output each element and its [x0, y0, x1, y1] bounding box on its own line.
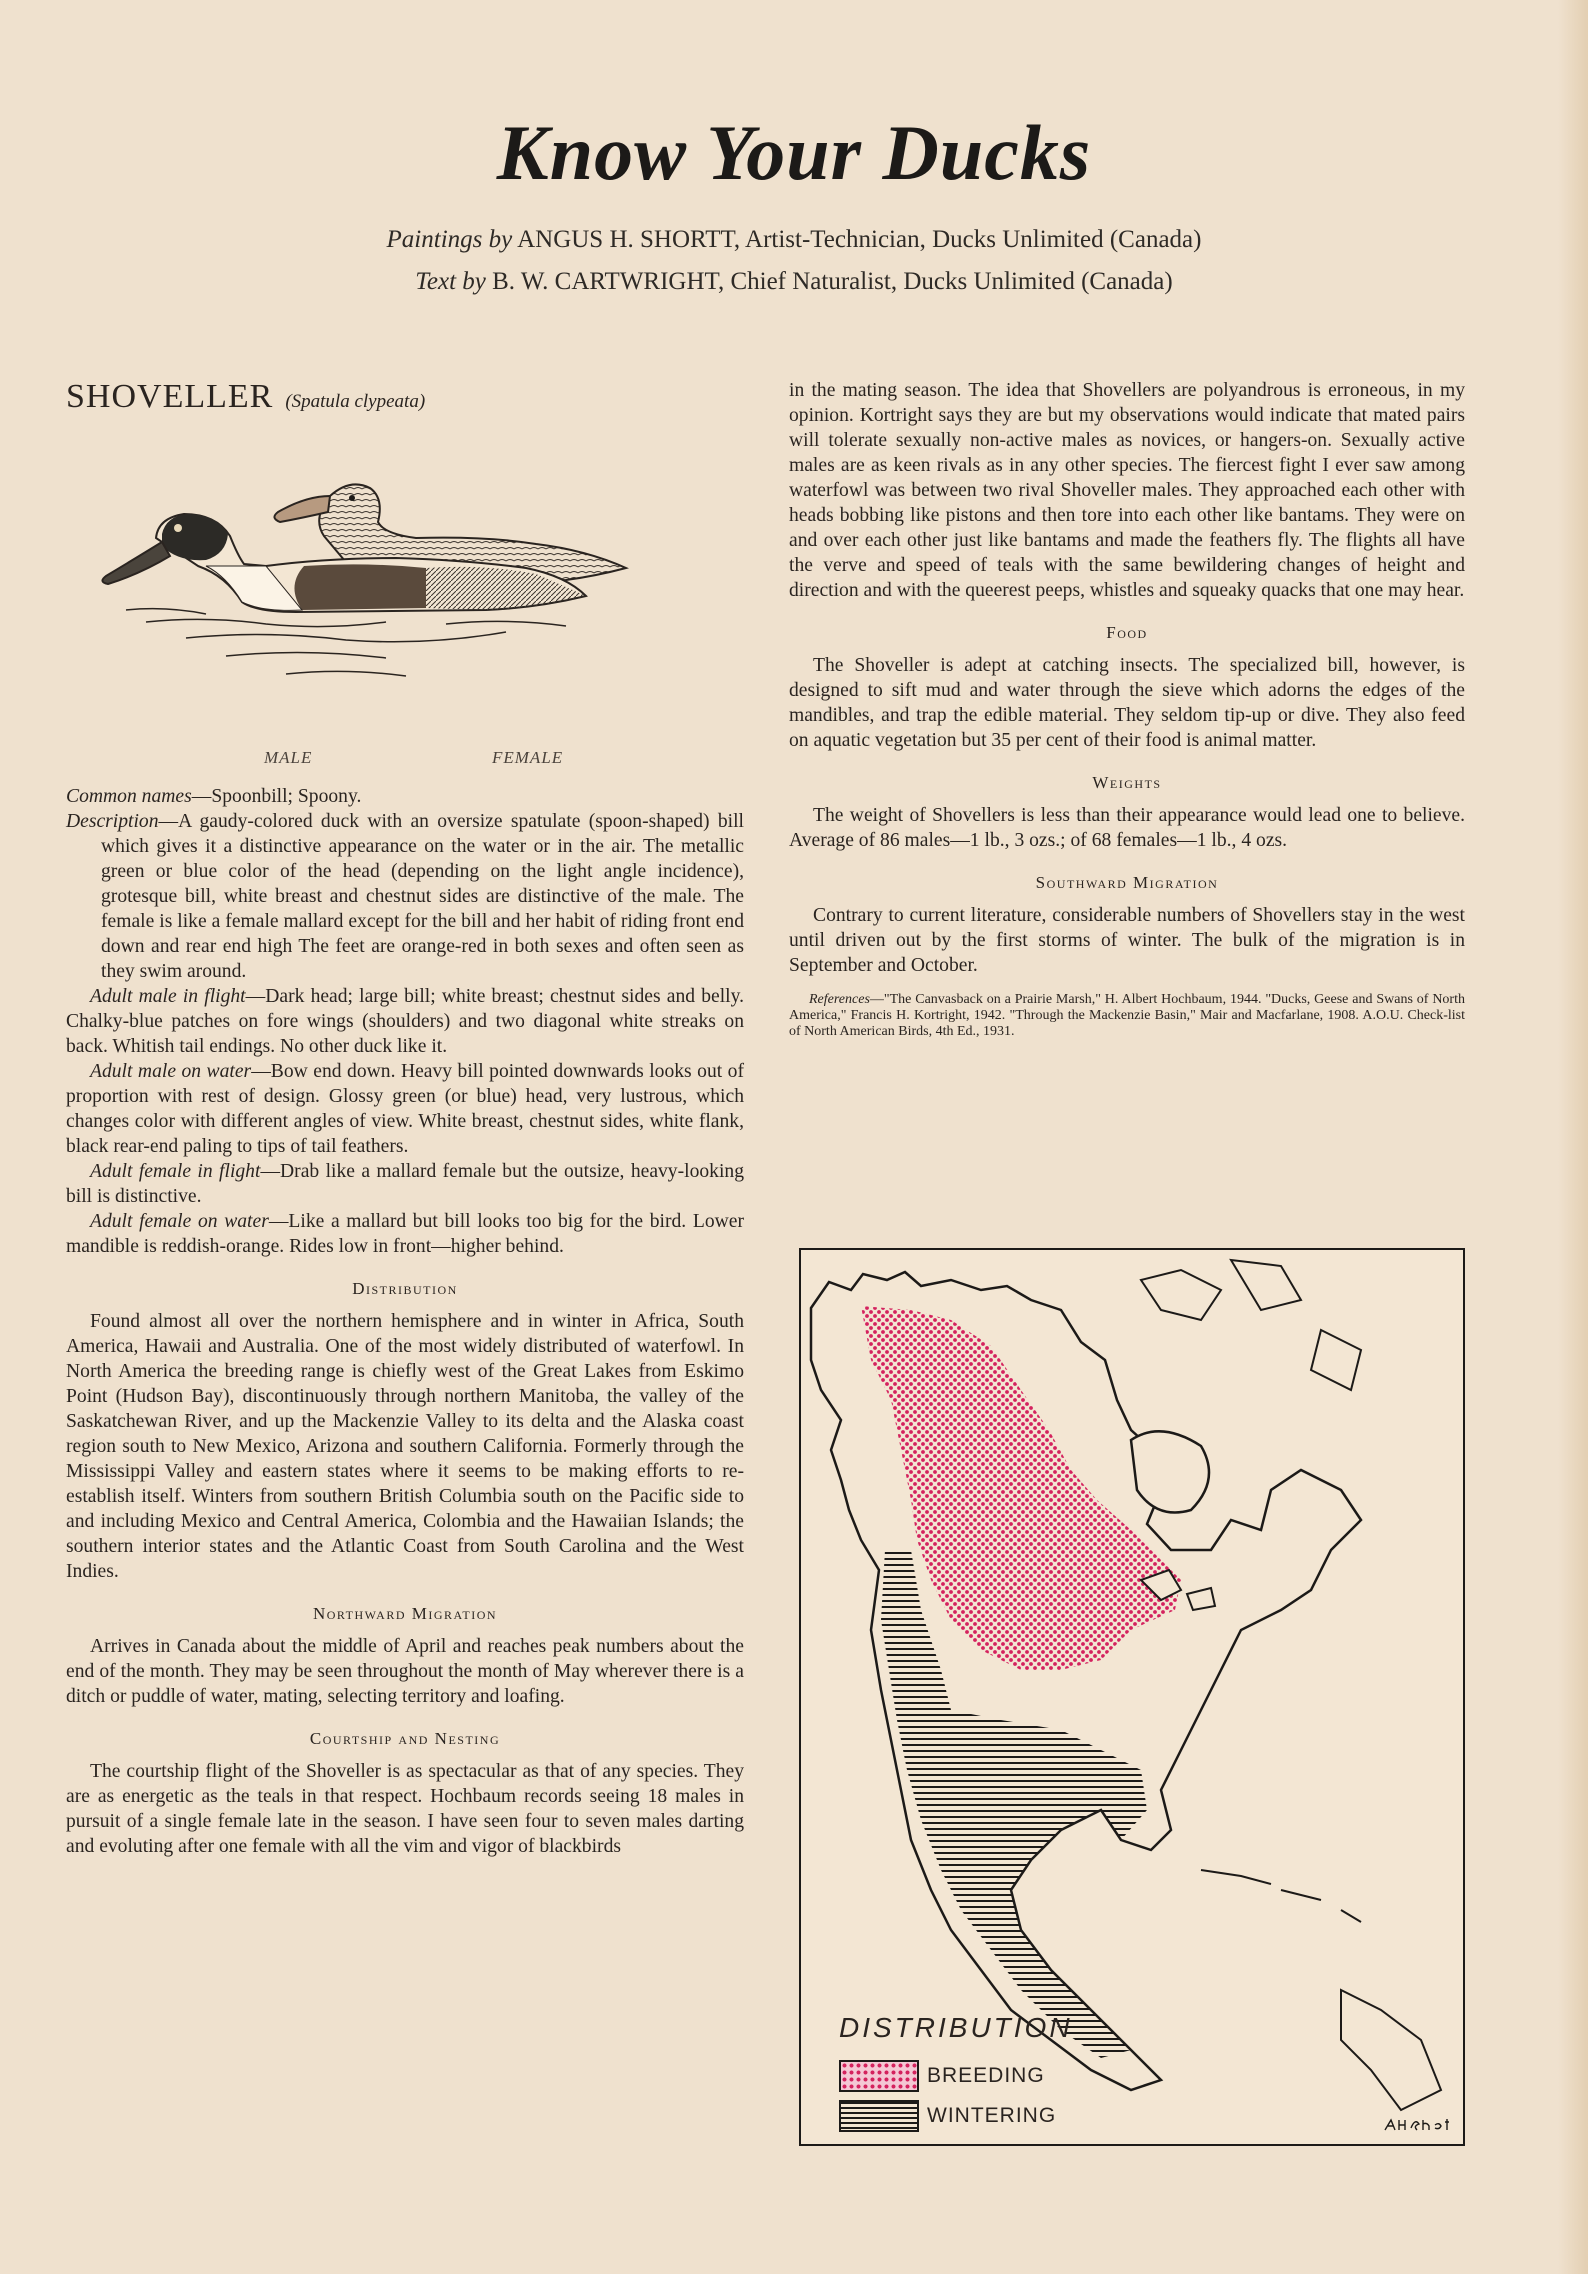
- paintings-credit: [0, 226, 1588, 254]
- male-label: MALE: [264, 748, 313, 767]
- paintings-credit-text: ANGUS H. SHORTT, Artist-Technician, Ducks Unlimited (Canada): [517, 226, 1202, 253]
- text-prefix: Text by: [415, 268, 486, 295]
- description-entry: [66, 809, 744, 984]
- distribution-map: [799, 1248, 1465, 2146]
- southward-migration-heading: Southward Migration: [1035, 873, 1219, 892]
- adult-female-flight-label: Adult female in flight: [90, 1161, 261, 1182]
- adult-male-water-entry: [66, 1059, 744, 1159]
- food-text: The Shoveller is adept at catching insects. The specialized bill, however, is designed to sift mud and water through the sieve which adorns the edges of the mandibles, and trap the edible material. They seldom tip-up or dive. They also feed on aquatic vegetation but 35 per cent of their food is animal matter.: [789, 655, 1465, 751]
- species-name: SHOVELLER: [66, 378, 274, 415]
- legend-title: DISTRIBUTION: [839, 2012, 1073, 2043]
- northward-migration-text: Arrives in Canada about the middle of April and reaches peak numbers about the end of the month. They may be seen throughout the month of May wherever there is a ditch or puddle of water, mating, selecting territory and loafing.: [66, 1636, 744, 1707]
- adult-female-water-text: —Like a mallard but bill looks too big for the bird. Lower mandible is reddish-orange. Rides low in front—higher behind.: [66, 1211, 744, 1257]
- distribution-heading: Distribution: [352, 1279, 458, 1298]
- common-names-text: —Spoonbill; Spoony.: [191, 786, 362, 807]
- adult-male-flight-text: —Dark head; large bill; white breast; chestnut sides and belly. Chalky-blue patches on fore wings (shoulders) and two diagonal white streaks on back. Whitish tail endings. No other duck like it.: [66, 986, 744, 1057]
- left-column: [66, 378, 744, 1859]
- references: [789, 992, 1465, 1040]
- description-text: —A gaudy-colored duck with an oversize spatulate (spoon-shaped) bill which gives it a distinctive appearance on the water or in the air. The metallic green or blue color of the head (depending on the light angle incidence), grotesque bill, white breast and chestnut sides are distinctive of the male. The female is like a female mallard except for the bill and her habit of riding front end down and rear end high The feet are orange-red in both sexes and often seen as they swim around.: [101, 811, 744, 982]
- description-label: Description: [66, 811, 159, 832]
- legend-breeding: [839, 2060, 1045, 2092]
- right-column: [789, 378, 1465, 1054]
- page-edge: [1558, 0, 1588, 2274]
- page-title: Know Your Ducks: [496, 109, 1092, 196]
- shoveller-pair-drawing: [66, 426, 744, 724]
- references-label: References: [809, 992, 870, 1007]
- references-text: —"The Canvasback on a Prairie Marsh," H. Albert Hochbaum, 1944. "Ducks, Geese and Swans of North America," Francis H. Kortright, 1942. "Through the Mackenzie Basin," Mair and Macfarlane, 1908. A.O.U. Check-list of North American Birds, 4th Ed., 1931.: [789, 992, 1465, 1039]
- water-ripples: [126, 609, 566, 676]
- weights-text: The weight of Shovellers is less than their appearance would lead one to believe. Average of 86 males—1 lb., 3 ozs.; of 68 females—1 lb., 4 ozs.: [789, 805, 1465, 851]
- northward-migration-heading: Northward Migration: [312, 1604, 498, 1623]
- distribution-text: Found almost all over the northern hemisphere and in winter in Africa, South America, Hawaii and Australia. One of the most widely distributed of waterfowl. In North America the breeding range is chiefly west of the Great Lakes from Eskimo Point (Hudson Bay), discontinuously through northern Manitoba, the valley of the Saskatchewan River, and up the Mackenzie Valley to its delta and the Alaska coast region south to New Mexico, Arizona and southern California. Formerly through the Mississippi Valley and eastern states where it seems to be making efforts to re-establish itself. Winters from southern British Columbia south on the Pacific side to and including Mexico and Central America, Colombia and the Hawaiian Islands; the southern interior states and the Atlantic Coast from South Carolina and the West Indies.: [66, 1311, 744, 1582]
- south-america-outline: [1341, 1990, 1441, 2110]
- adult-female-water-label: Adult female on water: [90, 1211, 269, 1232]
- adult-female-flight-text: —Drab like a mallard female but the outsize, heavy-looking bill is distinctive.: [66, 1161, 745, 1207]
- legend-wintering: [839, 2100, 1056, 2132]
- food-heading: Food: [1106, 623, 1148, 642]
- legend-wintering-label: WINTERING: [927, 2104, 1057, 2127]
- southward-migration-text: Contrary to current literature, considerable numbers of Shovellers stay in the west until driven out by the first storms of winter. The bulk of the migration is in September and October.: [789, 905, 1465, 976]
- legend-breeding-label: BREEDING: [927, 2064, 1045, 2087]
- female-label: FEMALE: [492, 748, 564, 767]
- text-credit: [0, 268, 1588, 296]
- duck-illustration: [66, 426, 744, 767]
- caribbean-islands: [1201, 1870, 1361, 1922]
- adult-male-flight-label: Adult male in flight: [90, 986, 246, 1007]
- courtship-heading: Courtship and Nesting: [309, 1729, 501, 1748]
- weights-heading: Weights: [1092, 773, 1162, 792]
- adult-male-flight-entry: [66, 984, 744, 1059]
- adult-female-water-entry: [66, 1209, 744, 1259]
- common-names-label: Common names: [66, 786, 192, 807]
- species-heading: [66, 378, 744, 416]
- species-latin: (Spatula clypeata): [285, 391, 426, 412]
- common-names-entry: [66, 784, 744, 809]
- arctic-islands: [1141, 1260, 1361, 1390]
- adult-male-water-text: —Bow end down. Heavy bill pointed downwards looks out of proportion with rest of design. Glossy green (or blue) head, very lustrous, which changes color with different angles of view. White breast, chestnut sides, white flank, black rear-end paling to tips of tail feathers.: [66, 1061, 744, 1157]
- adult-female-flight-entry: [66, 1159, 744, 1209]
- paintings-prefix: Paintings by: [386, 226, 513, 253]
- artist-signature: [1383, 2116, 1453, 2134]
- courtship-text: The courtship flight of the Shoveller is as spectacular as that of any species. They are as energetic as the teals in that respect. Hochbaum records seeing 18 males in pursuit of a single female late in the season. I have seen four to seven males darting and evoluting after one female with all the vim and vigor of blackbirds: [66, 1761, 744, 1857]
- wintering-swatch: [839, 2100, 919, 2132]
- courtship-continued-text: in the mating season. The idea that Shovellers are polyandrous is erroneous, in my opinion. Kortright says they are but my observations would indicate that mated pairs will tolerate sexually non-active males as novices, or hangers-on. Sexually active males are as keen rivals as in any other species. The fiercest fight I ever saw among waterfowl was between two rival Shoveller males. They approached each other with heads bobbing like pistons and then tore into each other like bantams. They were on and over each other just like bantams and made the feathers fly. The flights all have the verve and speed of teals with the same bewildering changes of height and direction and with the queerest peeps, whistles and squeaky quacks that one may hear.: [789, 380, 1465, 601]
- adult-male-water-label: Adult male on water: [90, 1061, 252, 1082]
- text-credit-text: B. W. CARTWRIGHT, Chief Naturalist, Ducks Unlimited (Canada): [492, 268, 1173, 295]
- breeding-swatch: [839, 2060, 919, 2092]
- north-america-map: [801, 1250, 1462, 2143]
